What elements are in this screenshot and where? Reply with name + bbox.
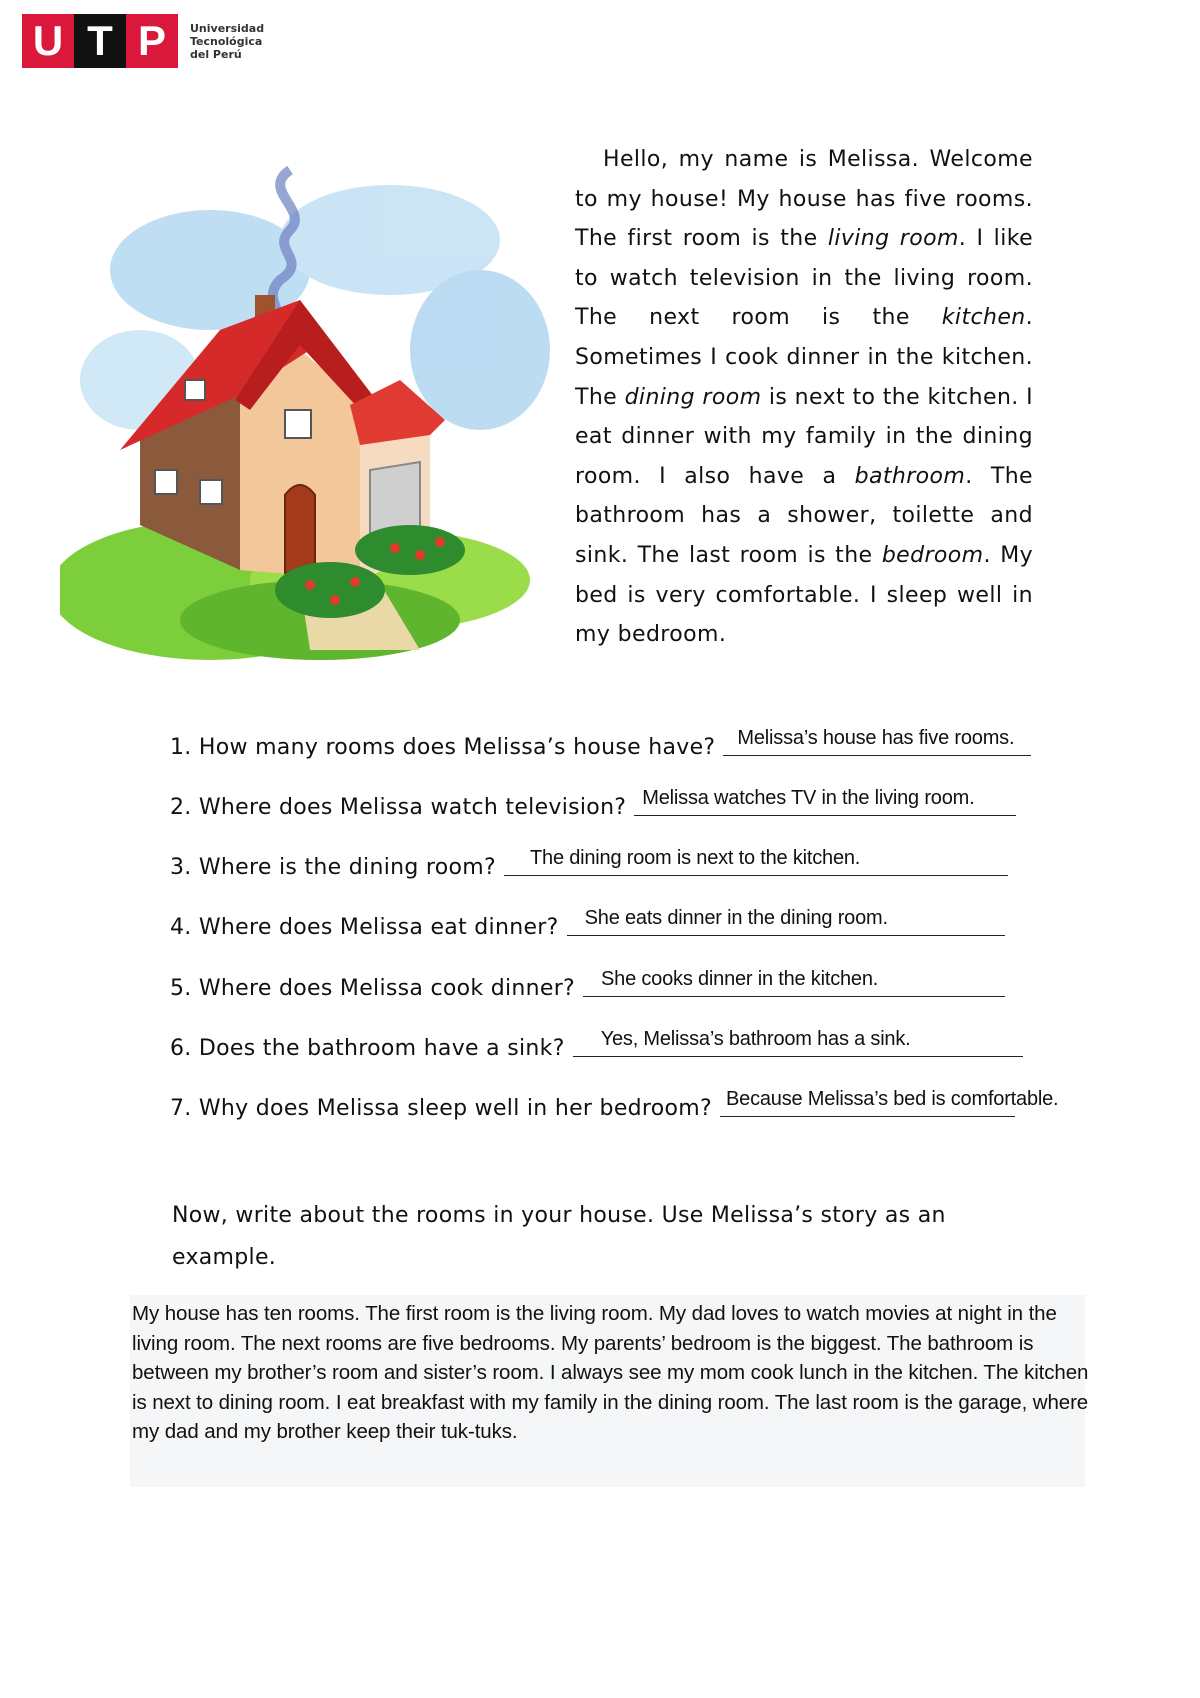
question-4-text: 4. Where does Melissa eat dinner? [170,915,559,940]
question-5-text: 5. Where does Melissa cook dinner? [170,976,576,1001]
story-room-term: dining room [624,384,762,410]
writing-prompt: Now, write about the rooms in your house. Use Melissa’s story as an example. [172,1203,946,1270]
logo-line-1: Universidad [190,21,265,35]
answer-2-line [634,815,1016,816]
question-4 [170,900,1005,940]
story-segment: is next to the kitchen. I eat dinner with my family in the dining room. I also have a [575,384,1033,489]
answer-2-text: Melissa watches TV in the living room. [642,787,975,809]
question-2 [170,780,1016,820]
answer-2-field[interactable] [634,780,1016,820]
question-3-text: 3. Where is the dining room? [170,855,496,880]
house-illustration [60,150,560,690]
question-1-text: 1. How many rooms does Melissa’s house have? [170,735,716,760]
logo-line-3: del Perú [190,47,242,61]
answer-6-text: Yes, Melissa’s bathroom has a sink. [600,1028,911,1050]
answer-7-field[interactable] [720,1081,1059,1121]
story-segment: . My bed is very comfortable. I sleep well in my bedroom. [575,542,1034,648]
answer-7-text: Because Melissa’s bed is comfortable. [726,1088,1059,1110]
answer-3-text: The dining room is next to the kitchen. [530,847,861,869]
answer-4-text: She eats dinner in the dining room. [584,907,888,929]
story-text [575,140,1033,655]
answer-1-line [723,755,1031,756]
question-1 [170,720,1031,760]
story-segment: . The bathroom has a shower, toilette and sink. The last room is the [575,463,1033,568]
story-segment: . I like to watch television in the living room. The next room is the [575,226,1034,331]
question-7-text: 7. Why does Melissa sleep well in her bedroom? [170,1096,713,1121]
answer-3-field[interactable] [504,840,1008,880]
answer-1-text: Melissa’s house has five rooms. [737,727,1015,749]
story-room-term: kitchen [941,305,1026,331]
story-segment: Hello, my name is Melissa. Welcome to my house! My house has five rooms. The first room is the [575,147,1033,252]
question-5 [170,961,1005,1001]
question-7 [170,1081,1059,1121]
answer-5-line [583,996,1005,997]
logo-letter-u: U [22,14,74,68]
story-room-term: bedroom [881,542,984,568]
story-segment: . Sometimes I cook dinner in the kitchen. The [575,305,1033,410]
answer-6-field[interactable] [573,1021,1023,1061]
question-3 [170,840,1008,880]
story-room-term: living room [827,226,959,252]
logo-mark [22,14,178,68]
logo-letter-p: P [126,14,178,68]
answer-3-line [504,875,1008,876]
answer-7-line [720,1116,1015,1117]
answer-5-text: She cooks dinner in the kitchen. [601,968,879,990]
question-2-text: 2. Where does Melissa watch television? [170,795,627,820]
answer-6-line [573,1056,1023,1057]
student-answer-text: My house has ten rooms. The first room is the living room. My dad loves to watch movies at night in the living room. The next rooms are five bedrooms. My parents’ bedroom is the biggest. The bathroom is between my brother’s room and sister’s room. I always see my mom cook lunch in the kitchen. The kitchen is next to dining room. I eat breakfast with my family in the dining room. The last room is the garage, where my dad and my brother keep their tuk-tuks. [132,1302,1089,1443]
answer-1-field[interactable] [723,720,1031,760]
answer-5-field[interactable] [583,961,1005,1001]
answer-4-field[interactable] [567,900,1005,940]
question-6-text: 6. Does the bathroom have a sink? [170,1036,565,1061]
story-paragraph [575,140,1033,655]
front-door [285,485,315,575]
logo-letter-t: T [74,14,126,68]
story-room-term: bathroom [854,463,966,489]
question-6 [170,1021,1023,1061]
utp-logo [22,14,264,68]
logo-wordmark [190,22,264,61]
answer-4-line [567,935,1005,936]
logo-line-2: Tecnológica [190,34,263,48]
